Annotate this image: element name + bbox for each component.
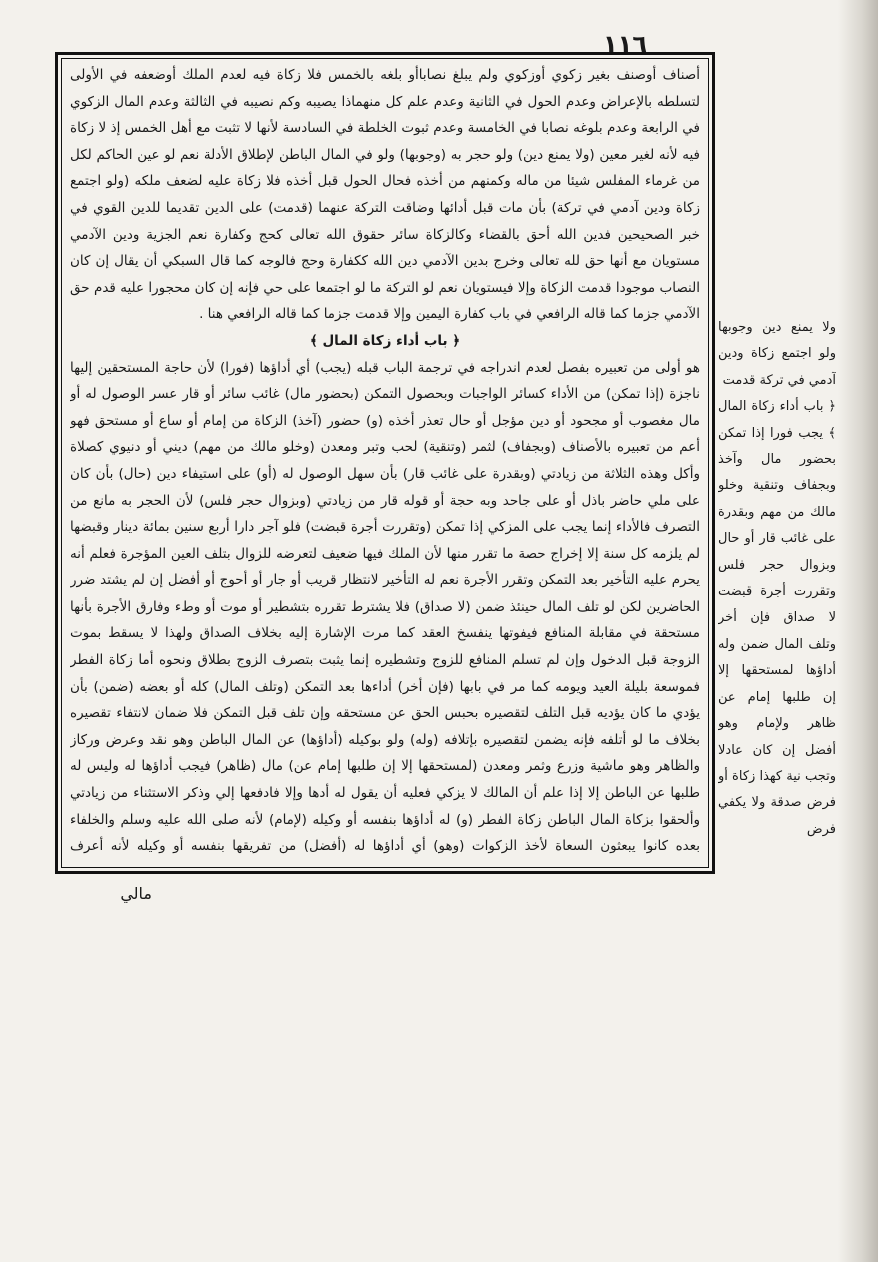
commentary-paragraph-2-text: هو أولى من تعبيره بفصل لعدم اندراجه في ترجمة الباب قبله (يجب) أي أداؤها (فورا) لأن حاجة المستحقين إليها ناجزة (إذا تمكن) من الأداء كسائر الواجبات وبحصول التمكن (بحضور مال) غائب سائر أو قار عسر الوصول له أو مال مغصوب أو مجحود أو دين مؤجل أو حال تعذر أخذه (و) حضور (آخذ) الزكاة من إمام أو ساع أو مستحق فهو أعم من تعبيره بالأصناف (وبجفاف) لثمر (وتنقية) لحب وتبر ومعدن (وخلو مالك من مهم) ديني أو دنيوي كصلاة وأكل وهذه الثلاثة من زيادتي (وبقدرة على غائب قار) بأن سهل الوصول له (أو) على استيفاء دين (حال) بأن كان على ملي حاضر باذل أو على جاحد وبه حجة أو قوله قار من زيادتي (وبزوال حجر فلس) لأن الحجر به مانع من التصرف فالأداء إنما يجب على المزكي إذا تمكن (وتقررت أجرة قبضت) فلو آجر دارا أربع سنين بمائة دينار وقبضها لم يلزمه كل سنة إلا إخراج حصة ما تقرر منها لأن الملك فيها ضعيف لتعرضه للزوال بتلف العين المؤجرة فعلم أنه يحرم عليه التأخير بعد التمكن وتقرر الأجرة نعم له التأخير لانتظار قريب أو جار أو أحوج أو أفضل إن لم يشتد ضرر الحاضرين لكن لو تلف المال حينئذ ضمن (لا صداق) فلا يشترط تقرره بتشطير أو موت أو وطء وفارق الأجرة بأنها مستحقة في مقابلة المنافع فيفوتها ينفسخ العقد كما مرت الإشارة إليه بخلاف الصداق ولهذا لا يسقط بموت الزوجة قبل الدخول وإن لم تسلم المنافع للزوج وتشطيره إنما يثبت بتصرف الزوج بطلاق ونحوه أما زكاة الفطر فموسعة بليلة العيد ويومه كما مر في بابها (فإن أخر) أداءها بعد التمكن (وتلف المال) كله أو بعضه (ضمن) بأن يؤدي ما كان يؤديه قبل التلف لتقصيره بحبس الحق عن مستحقه وإن تلف قبل التمكن فلا ضمان لانتفاء تقصيره بخلاف ما لو أتلفه فإنه يضمن لتقصيره بإتلافه (وله) ولو بوكيله (أداؤها) عن المال الباطن وهو نقد وعرض وركاز والظاهر وهو ماشية وزرع وثمر ومعدن (لمستحقها إلا إن طلبها إمام عن) مال (ظاهر) فيجب أداؤها له وليس له طلبها عن الباطن إلا إذا علم أن المالك لا يزكي فعليه أن يقول له أدها وإلا فادفعها إلي وذكر الاستثناء من زيادتي وألحقوا بزكاة المال الباطن زكاة الفطر (و) له أداؤها بنفسه أو وكيله (لإمام) لأنه صلى الله عليه وسلم والخلفاء بعده كانوا يبعثون السعاة لأخذ الزكوات (وهو) أي أداؤها له (أفضل) من تفريقها بنفسه أو وكيله لأنه أعرف <box>70 359 700 855</box>
catchword: مالي <box>120 884 152 903</box>
commentary-paragraph-2 <box>70 328 700 862</box>
commentary-paragraph-1: أصناف أوصنف بغير زكوي أوزكوي ولم يبلغ نصاباأو بلغه بالخمس فلا زكاة فيه لعدم الملك أوضعفه في الأولى لتسلطه بالإعراض وعدم الحول في الثانية وعدم علم كل منهماذا يصيبه وكم نصيبه في الثالثة وعدم المال الزكوي في الرابعة وعدم بلوغه نصابا في الخامسة وعدم ثبوت الخلطة في السادسة لأنها لا تثبت مع أهل الخمس إذ لا زكاة فيه لأنه لغير معين (ولا يمنع دين) ولو حجر به (وجوبها) ولو في المال الباطن لإطلاق الأدلة نعم لو عين الحاكم لكل من غرماء المفلس شيئا من ماله وكمنهم من أخذه فحال الحول قبل أخذه فلا زكاة عليه لضعف ملكه (ولو اجتمع زكاة ودين آدمي في تركة) بأن مات قبل أدائها وضاقت التركة عنهما (قدمت) على الدين تقديما للدين القوي في خبر الصحيحين فدين الله أحق بالقضاء وكالزكاة سائر حقوق الله تعالى كحج وكفارة نعم الجزية ودين الآدمي مستويان مع أنها حق لله تعالى وخرج بدين الآدمي دين الله ككفارة وحج فالوجه كما قال السبكي أن يقال إن كان النصاب موجودا قدمت الزكاة وإلا فيستويان نعم لو التركة ما لو اجتمعا على حي فإنه إن كان محجورا عليه قدم حق الآدمي جزما كما قاله الرافعي في باب كفارة اليمين وإلا قدمت جزما كما قاله الرافعي هنا . <box>70 67 700 323</box>
matn-paragraph-1: ولا يمنع دين وجوبها ولو اجتمع زكاة ودين آدمي في تركة قدمت <box>718 320 836 388</box>
chapter-title: ﴿ باب أداء زكاة المال ﴾ <box>309 332 461 349</box>
commentary-text-block <box>70 62 700 862</box>
page-number: ١١٦ <box>603 30 647 58</box>
page-edge-shadow <box>838 0 878 1262</box>
matn-paragraph-2 <box>718 394 836 843</box>
matn-chapter-title: ﴿ باب أداء زكاة المال ﴾ <box>718 399 836 441</box>
matn-paragraph-2-text: يجب فورا إذا تمكن بحضور مال وآخذ وبجفاف وتنقية وخلو مالك من مهم وبقدرة على غائب قار أو حال وبزوال حجر فلس وتقررت أجرة قبضت لا صداق فإن أخر وتلف المال ضمن وله أداؤها لمستحقها إلا إن طلبها إمام عن ظاهر ولإمام وهو أفضل إن كان عادلا وتجب نية كهذا زكاة أو فرض صدقة ولا يكفي فرض <box>718 425 836 837</box>
matn-margin-text <box>718 315 836 915</box>
